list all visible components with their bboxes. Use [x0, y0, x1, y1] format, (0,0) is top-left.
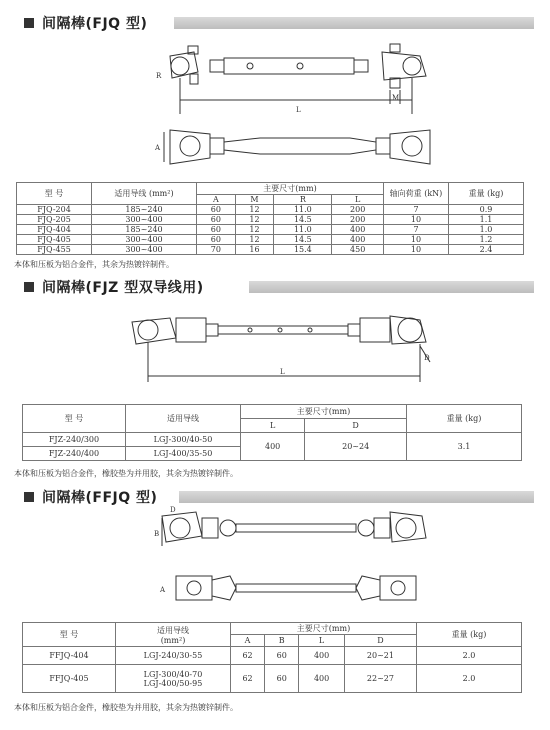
- cell-model: FFJQ-405: [23, 665, 116, 693]
- cell-l: 400: [332, 225, 384, 235]
- dimension-d-label: D: [424, 354, 430, 362]
- cell-r: 11.0: [274, 205, 332, 215]
- table-row: [23, 647, 522, 665]
- cell-r: 11.0: [274, 225, 332, 235]
- section-ffjq-header: [24, 488, 544, 506]
- section-fjz-header: [24, 278, 544, 296]
- col-d: D: [344, 635, 416, 647]
- cell-d: 22~27: [344, 665, 416, 693]
- cell-conductor: 300~400: [92, 245, 197, 255]
- cell-m: 16: [235, 245, 274, 255]
- cell-r: 15.4: [274, 245, 332, 255]
- cell-conductor: LGJ-400/35-50: [126, 447, 241, 461]
- cell-l: 400: [332, 235, 384, 245]
- section-fjq-header: [24, 14, 544, 32]
- table-row: [17, 245, 524, 255]
- cell-r: 14.5: [274, 215, 332, 225]
- table-row: [17, 215, 524, 225]
- table-row: [23, 433, 522, 447]
- col-load: 轴向荷重 (kN): [384, 183, 449, 205]
- col-a: A: [197, 195, 236, 205]
- ffjq-note: 本体和压板为铝合金件，橡胶垫为并用胶，其余为热镀锌制件。: [14, 703, 238, 712]
- cell-l: 400: [299, 647, 345, 665]
- cell-load: 10: [384, 215, 449, 225]
- ffjq-spacer-drawing: [140, 506, 440, 616]
- dimension-b-label: B: [154, 530, 160, 538]
- section-marker: [24, 492, 34, 502]
- col-conductor-line1: 适用导线: [157, 625, 189, 635]
- cell-m: 12: [235, 215, 274, 225]
- cell-l: 200: [332, 215, 384, 225]
- cell-r: 14.5: [274, 235, 332, 245]
- cell-l: 400: [299, 665, 345, 693]
- cell-weight: 2.0: [417, 665, 522, 693]
- section-title: 间隔棒(FJQ 型): [42, 16, 148, 32]
- dimension-l-label: L: [296, 106, 301, 114]
- cell-weight: 1.1: [449, 215, 524, 225]
- table-row: [17, 205, 524, 215]
- cell-weight: 1.0: [449, 225, 524, 235]
- cell-conductor-line2: LGJ-400/50-95: [143, 678, 203, 688]
- cell-conductor: 185~240: [92, 225, 197, 235]
- cell-weight: 2.0: [417, 647, 522, 665]
- cell-m: 12: [235, 205, 274, 215]
- cell-conductor: 300~400: [92, 215, 197, 225]
- cell-load: 10: [384, 245, 449, 255]
- col-conductor: 适用导线: [126, 405, 241, 433]
- cell-model: FJQ-405: [17, 235, 92, 245]
- section-marker: [24, 18, 34, 28]
- section-title-bar: [174, 17, 534, 29]
- col-l: L: [332, 195, 384, 205]
- cell-conductor: 185~240: [92, 205, 197, 215]
- cell-load: 7: [384, 205, 449, 215]
- cell-weight: 0.9: [449, 205, 524, 215]
- cell-a: 60: [197, 205, 236, 215]
- cell-d: 20~21: [344, 647, 416, 665]
- dimension-m-label: M: [392, 94, 400, 102]
- cell-d: 20~24: [305, 433, 407, 461]
- dimension-r-label: R: [156, 72, 162, 80]
- section-title: 间隔棒(FFJQ 型): [42, 490, 158, 506]
- cell-conductor: 300~400: [92, 235, 197, 245]
- col-dims: 主要尺寸(mm): [241, 405, 407, 419]
- fjq-spacer-drawing: [150, 38, 450, 174]
- cell-weight: 1.2: [449, 235, 524, 245]
- table-row: [17, 225, 524, 235]
- cell-model: FJQ-205: [17, 215, 92, 225]
- dimension-d-label: D: [170, 506, 176, 514]
- col-model: 型 号: [23, 623, 116, 647]
- cell-conductor: LGJ-300/40-50: [126, 433, 241, 447]
- cell-conductor: [116, 665, 231, 693]
- cell-model: FJQ-204: [17, 205, 92, 215]
- fjz-spacer-drawing: [120, 302, 440, 392]
- col-model: 型 号: [23, 405, 126, 433]
- cell-a: 60: [197, 215, 236, 225]
- cell-l: 400: [241, 433, 305, 461]
- cell-a: 60: [197, 235, 236, 245]
- col-conductor-line2: (mm²): [160, 635, 186, 645]
- col-conductor: [116, 623, 231, 647]
- cell-model: FJQ-404: [17, 225, 92, 235]
- cell-conductor: LGJ-240/30-55: [116, 647, 231, 665]
- cell-a: 70: [197, 245, 236, 255]
- col-l: L: [241, 419, 305, 433]
- dimension-a-label: A: [160, 586, 166, 594]
- cell-b: 60: [265, 647, 299, 665]
- col-l: L: [299, 635, 345, 647]
- fjq-spec-table: [16, 182, 524, 255]
- cell-weight: 3.1: [407, 433, 522, 461]
- cell-model: FJZ-240/400: [23, 447, 126, 461]
- section-title-bar: [179, 491, 534, 503]
- col-weight: 重量 (kg): [407, 405, 522, 433]
- section-title-bar: [249, 281, 534, 293]
- fjq-note: 本体和压板为铝合金件，其余为热镀锌制件。: [14, 260, 174, 269]
- cell-load: 10: [384, 235, 449, 245]
- cell-model: FJQ-455: [17, 245, 92, 255]
- col-d: D: [305, 419, 407, 433]
- col-weight: 重量 (kg): [449, 183, 524, 205]
- section-title: 间隔棒(FJZ 型双导线用): [42, 280, 204, 296]
- col-dims: 主要尺寸(mm): [231, 623, 417, 635]
- cell-m: 12: [235, 225, 274, 235]
- fjz-spec-table: [22, 404, 522, 461]
- dimension-l-label: L: [280, 368, 285, 376]
- table-row: [17, 235, 524, 245]
- cell-l: 450: [332, 245, 384, 255]
- cell-m: 12: [235, 235, 274, 245]
- ffjq-spec-table: [22, 622, 522, 693]
- fjz-note: 本体和压板为铝合金件，橡胶垫为并用胶，其余为热镀锌制件。: [14, 469, 238, 478]
- dimension-a-label: A: [155, 144, 161, 152]
- cell-a: 62: [231, 665, 265, 693]
- cell-model: FFJQ-404: [23, 647, 116, 665]
- cell-a: 60: [197, 225, 236, 235]
- col-m: M: [235, 195, 274, 205]
- col-conductor: 适用导线 (mm²): [92, 183, 197, 205]
- col-weight: 重量 (kg): [417, 623, 522, 647]
- col-b: B: [265, 635, 299, 647]
- col-r: R: [274, 195, 332, 205]
- col-dims: 主要尺寸(mm): [197, 183, 384, 195]
- section-marker: [24, 282, 34, 292]
- cell-b: 60: [265, 665, 299, 693]
- col-model: 型 号: [17, 183, 92, 205]
- col-a: A: [231, 635, 265, 647]
- table-row: [23, 665, 522, 693]
- cell-model: FJZ-240/300: [23, 433, 126, 447]
- cell-a: 62: [231, 647, 265, 665]
- cell-conductor-line1: LGJ-300/40-70: [143, 669, 203, 679]
- cell-weight: 2.4: [449, 245, 524, 255]
- cell-l: 200: [332, 205, 384, 215]
- cell-load: 7: [384, 225, 449, 235]
